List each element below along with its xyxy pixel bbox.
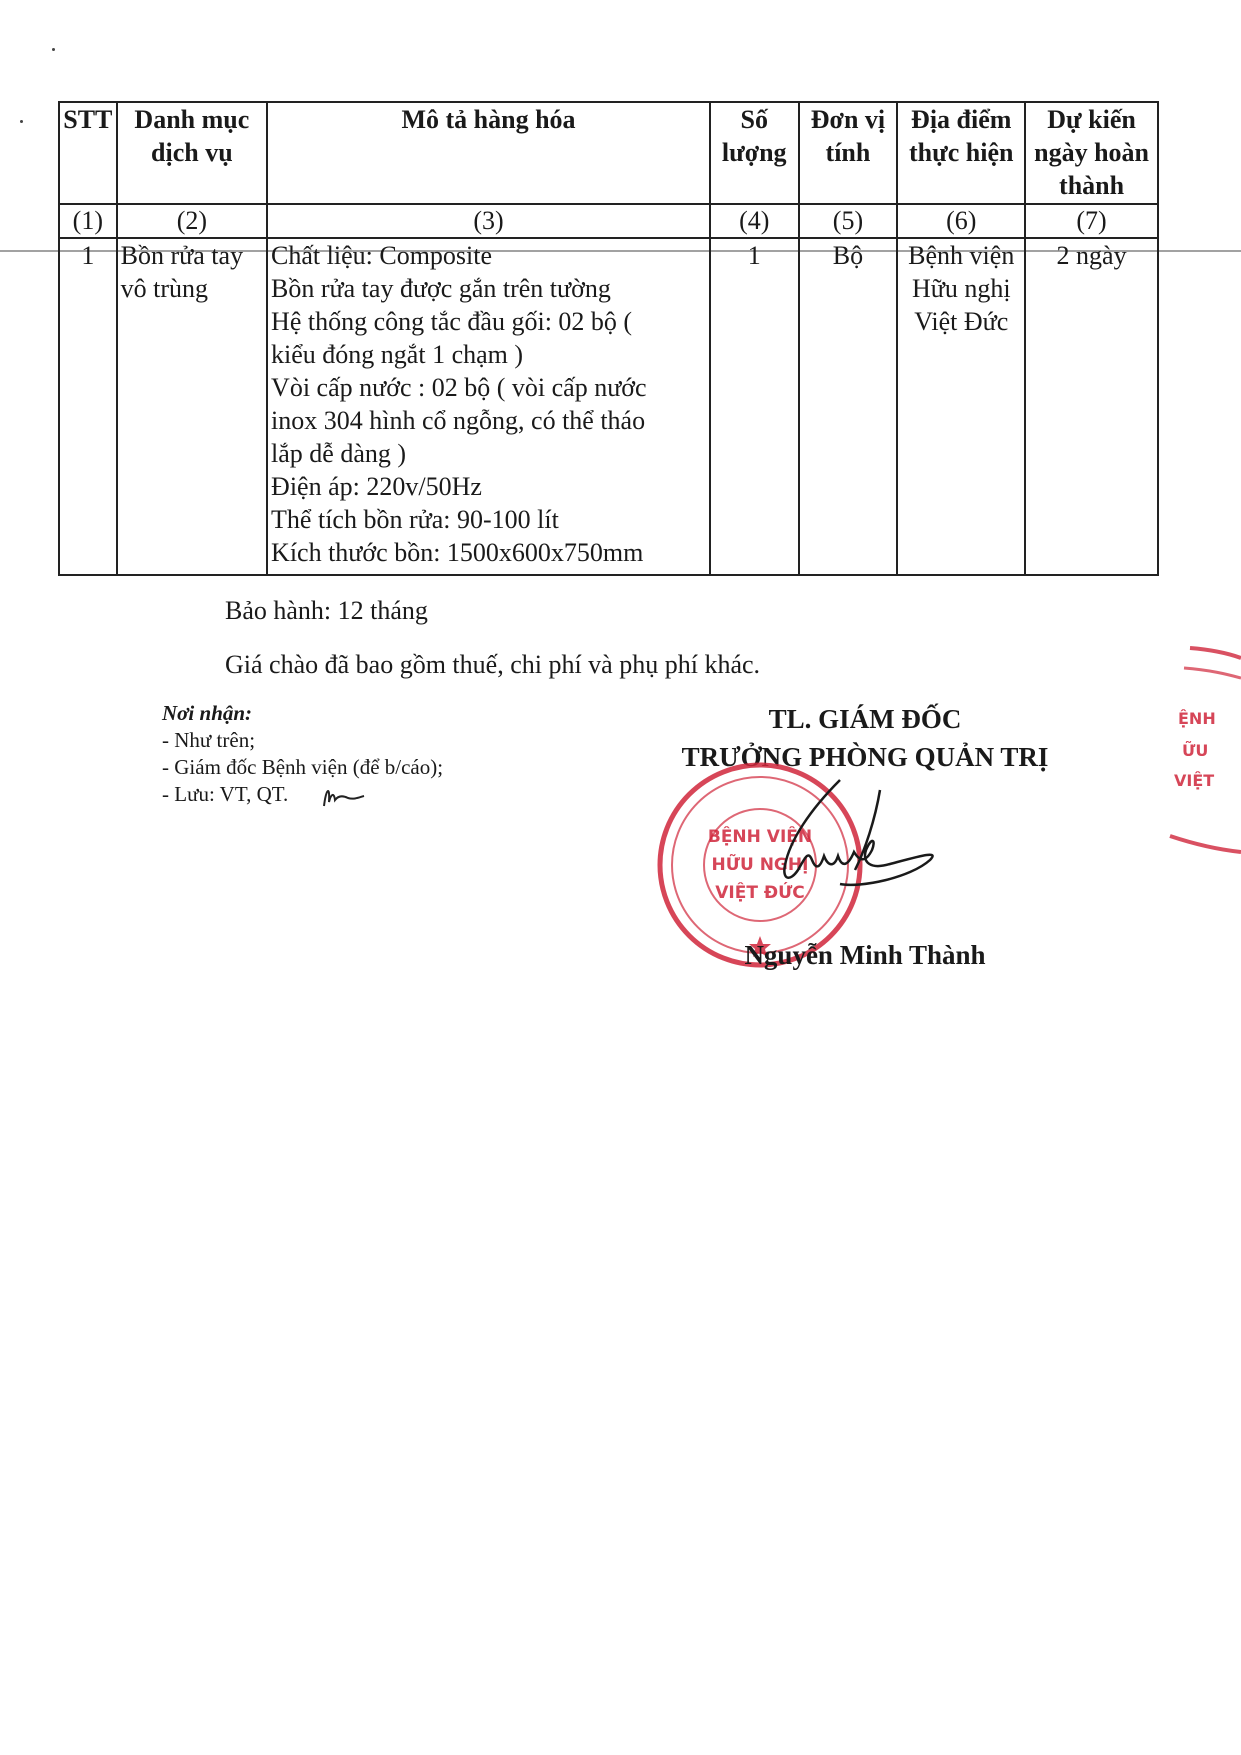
price-note: Giá chào đã bao gồm thuế, chi phí và phụ phí khác.: [225, 650, 761, 679]
description-line: kiểu đóng ngắt 1 chạm ): [271, 340, 524, 369]
svg-text:HỮU NGHỊ: HỮU NGHỊ: [711, 855, 809, 875]
table-row: [59, 238, 1158, 575]
signature-position: TRƯỞNG PHÒNG QUẢN TRỊ: [681, 742, 1049, 772]
scan-speck: [20, 120, 23, 123]
stamp-edge-icon: [1160, 640, 1241, 860]
table-header-row: [59, 102, 1158, 204]
column-number: (7): [1025, 204, 1158, 238]
header-stt: STT: [59, 102, 117, 204]
header-quantity: Số lượng: [710, 102, 799, 204]
service-line: Bồn rửa tay: [120, 241, 244, 270]
header-service: Danh mục dịch vụ: [117, 102, 267, 204]
recipient-item: - Giám đốc Bệnh viện (để b/cáo);: [162, 755, 444, 779]
description-line: lắp dễ dàng ): [271, 439, 407, 468]
description-line: Hệ thống công tắc đầu gối: 02 bộ (: [271, 307, 633, 336]
cell-unit: Bộ: [799, 238, 898, 575]
column-number-row: [59, 204, 1158, 238]
description-line: Chất liệu: Composite: [271, 241, 493, 270]
svg-text:VIỆT ĐỨC: VIỆT ĐỨC: [715, 883, 805, 903]
initials-mark-icon: [318, 780, 368, 810]
description-line: Kích thước bồn: 1500x600x750mm: [271, 538, 644, 567]
recipients-title: Nơi nhận:: [162, 701, 253, 725]
description-line: inox 304 hình cổ ngỗng, có thể tháo: [271, 406, 646, 435]
column-number: (2): [117, 204, 267, 238]
recipient-item: - Như trên;: [162, 728, 256, 752]
description-line: Bồn rửa tay được gắn trên tường: [271, 274, 611, 303]
signature-title: TL. GIÁM ĐỐC: [768, 704, 962, 734]
header-completion: Dự kiến ngày hoàn thành: [1025, 102, 1158, 204]
header-unit: Đơn vị tính: [799, 102, 898, 204]
header-location: Địa điểm thực hiện: [897, 102, 1025, 204]
header-description: Mô tả hàng hóa: [267, 102, 710, 204]
recipient-item: - Lưu: VT, QT.: [162, 782, 289, 806]
cell-location: [897, 238, 1025, 575]
column-number: (6): [897, 204, 1025, 238]
cell-service: [117, 238, 267, 575]
signer-name: Nguyễn Minh Thành: [744, 940, 986, 970]
svg-text:ỆNH: ỆNH: [1178, 709, 1216, 728]
location-line: Bệnh viện: [908, 241, 1015, 270]
service-line: vô trùng: [120, 274, 209, 303]
description-line: Vòi cấp nước : 02 bộ ( vòi cấp nước: [271, 373, 647, 402]
cell-quantity: 1: [710, 238, 799, 575]
column-number: (4): [710, 204, 799, 238]
scan-speck: [52, 48, 55, 51]
column-number: (5): [799, 204, 898, 238]
svg-text:ỮU: ỮU: [1182, 741, 1209, 760]
cell-description: [267, 238, 710, 575]
warranty-note: Bảo hành: 12 tháng: [225, 596, 428, 625]
description-line: Thể tích bồn rửa: 90-100 lít: [271, 505, 559, 534]
recipients-block: [162, 700, 443, 808]
description-line: Điện áp: 220v/50Hz: [271, 472, 482, 501]
column-number: (1): [59, 204, 117, 238]
cell-completion: 2 ngày: [1025, 238, 1158, 575]
goods-table: [58, 101, 1159, 576]
column-number: (3): [267, 204, 710, 238]
location-line: Hữu nghị: [911, 274, 1011, 303]
handwritten-signature-icon: [690, 770, 1020, 920]
svg-text:VIỆT: VIỆT: [1174, 771, 1215, 790]
svg-text:BỆNH VIỆN: BỆNH VIỆN: [707, 827, 813, 847]
location-line: Việt Đức: [914, 307, 1009, 336]
cell-stt: 1: [59, 238, 117, 575]
